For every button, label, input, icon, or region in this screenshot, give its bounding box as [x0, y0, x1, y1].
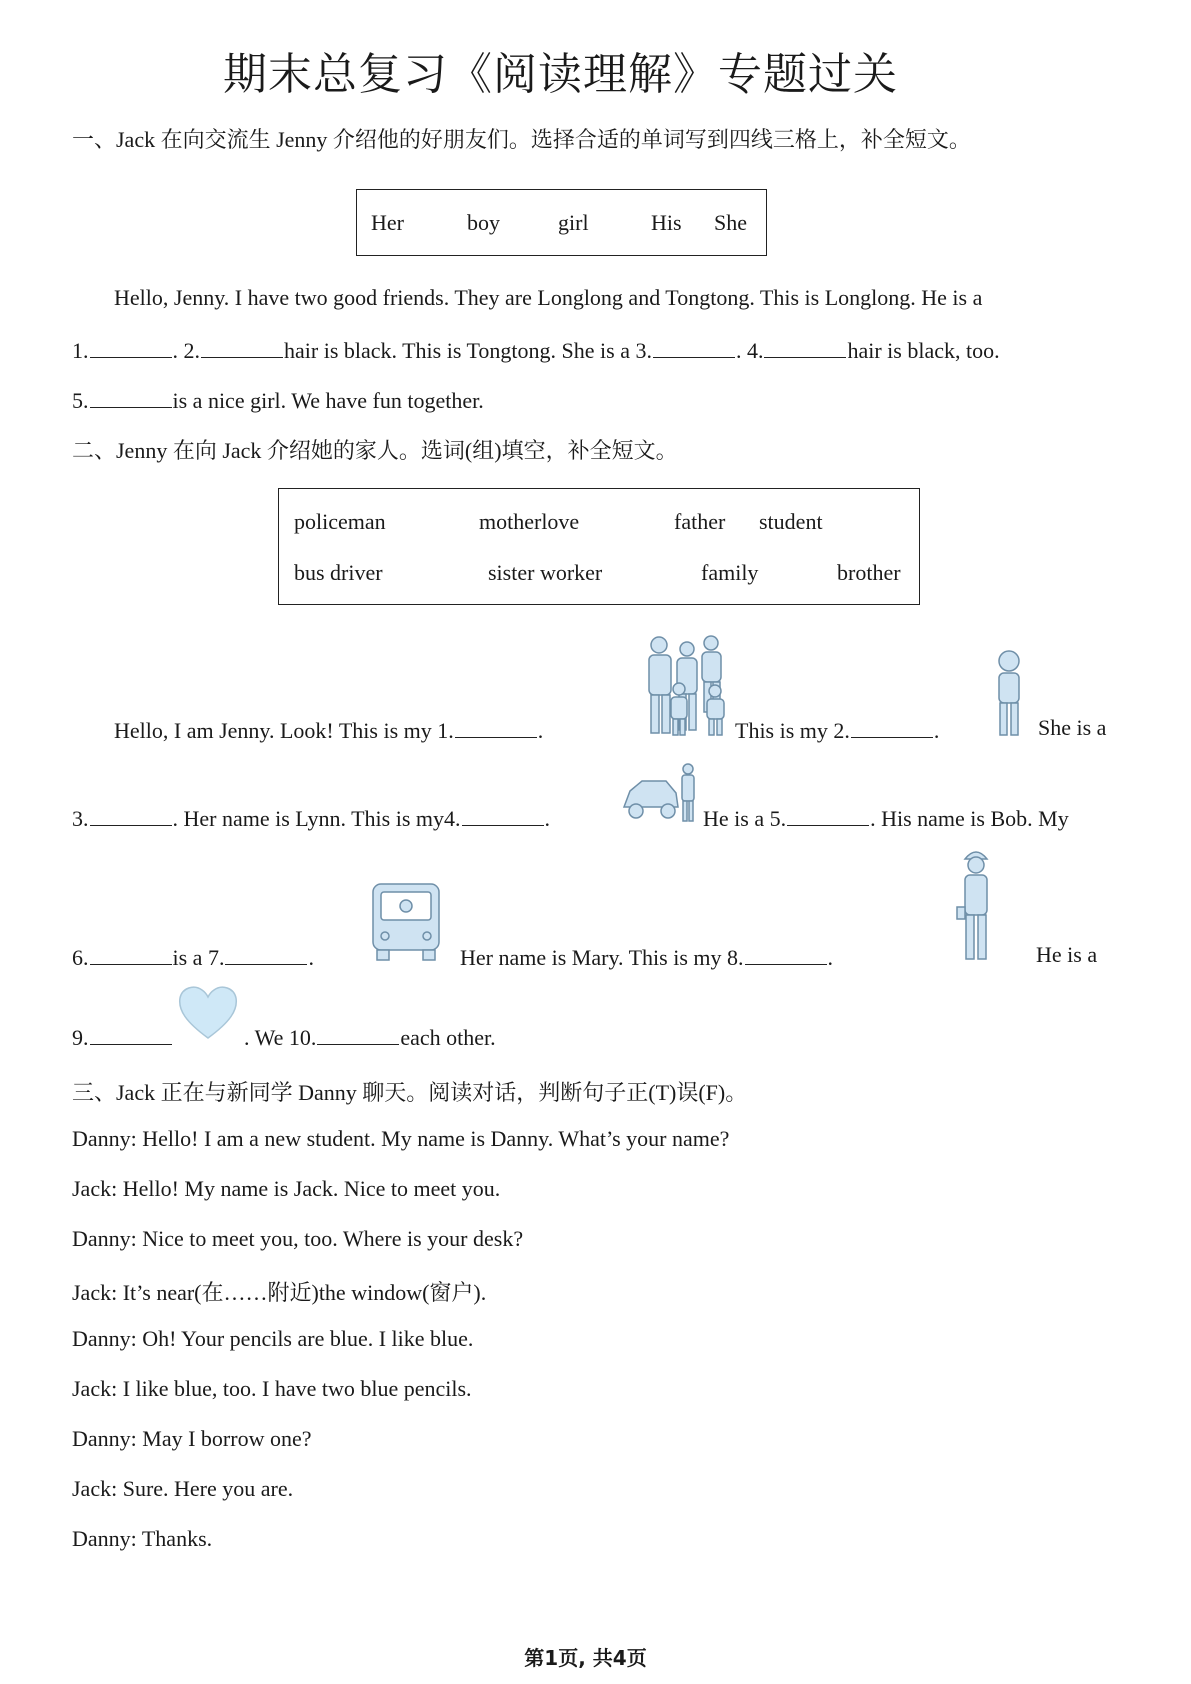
- paragraph-text: is a nice girl. We have fun together.: [172, 388, 484, 413]
- paragraph-text: is a 7.: [172, 945, 225, 970]
- paragraph-text: .: [827, 945, 834, 970]
- paragraph-text: Hello, I am Jenny. Look! This is my 1.: [114, 718, 454, 743]
- paragraph-text: .: [933, 718, 940, 743]
- answer-blank-4[interactable]: [764, 335, 846, 358]
- blank-number: 1.: [72, 338, 89, 363]
- section1-paragraph-line1: [114, 285, 1120, 311]
- word-option: His: [651, 210, 682, 235]
- family-picture-icon: [643, 633, 731, 739]
- answer-blank-8[interactable]: [745, 942, 827, 965]
- answer-blank-4[interactable]: [462, 803, 544, 826]
- blank-number: 3.: [72, 806, 89, 831]
- paragraph-text: . His name is Bob. My: [870, 806, 1069, 831]
- paragraph-text: each other.: [400, 1025, 496, 1050]
- blank-number: . 2.: [172, 338, 200, 363]
- word-option: She: [714, 210, 747, 235]
- answer-blank-7[interactable]: [225, 942, 307, 965]
- dialogue-line: Danny: Nice to meet you, too. Where is your desk?: [72, 1226, 524, 1251]
- answer-blank-1[interactable]: [90, 335, 172, 358]
- page-title: 期末总复习《阅读理解》专题过关: [223, 49, 898, 100]
- paragraph-text: He is a 5.: [703, 806, 787, 831]
- answer-blank-10[interactable]: [317, 1022, 399, 1045]
- paragraph-text: hair is black. This is Tongtong. She is a 3.: [284, 338, 652, 363]
- paragraph-text: . Her name is Lynn. This is my4.: [172, 806, 461, 831]
- paragraph-text: He is a: [1036, 942, 1098, 967]
- page-footer: 第1页, 共4页: [524, 1646, 647, 1670]
- dialogue-line: Jack: I like blue, too. I have two blue pencils.: [72, 1376, 472, 1401]
- dialogue-line: Jack: Hello! My name is Jack. Nice to meet you.: [72, 1176, 501, 1201]
- section1-word-box: [356, 189, 767, 256]
- section1-paragraph-line3: [72, 385, 484, 414]
- word-option: student: [759, 509, 823, 534]
- paragraph-text: .: [308, 945, 314, 970]
- police-car-picture-icon: [620, 763, 700, 825]
- paragraph-text: Her name is Mary. This is my 8.: [460, 945, 744, 970]
- dialogue-line: Jack: Sure. Here you are.: [72, 1476, 294, 1501]
- dialogue-line: Danny: May I borrow one?: [72, 1426, 312, 1451]
- paragraph-text: [72, 803, 550, 832]
- paragraph-text: [703, 803, 1069, 832]
- word-option: sister worker: [488, 560, 603, 585]
- answer-blank-6[interactable]: [90, 942, 172, 965]
- section1-paragraph-line2: [72, 335, 1120, 364]
- paragraph-text: She is a: [1038, 715, 1107, 740]
- paragraph-text: [114, 715, 543, 744]
- word-option: bus driver: [294, 560, 383, 585]
- word-option: motherlove: [479, 509, 580, 534]
- answer-blank-2[interactable]: [851, 715, 933, 738]
- paragraph-text: hair is black, too.: [847, 338, 1000, 363]
- word-option: brother: [837, 560, 901, 585]
- word-option: girl: [558, 210, 589, 235]
- dialogue-line: Danny: Hello! I am a new student. My name is Danny. What’s your name?: [72, 1126, 730, 1151]
- word-option: father: [674, 509, 726, 534]
- paragraph-text: .: [544, 806, 551, 831]
- blank-number: 5.: [72, 388, 89, 413]
- paragraph-text: This is my 2.: [735, 718, 850, 743]
- paragraph-text: . We 10.: [244, 1025, 317, 1050]
- paragraph-text: [460, 942, 833, 971]
- blank-number: 6.: [72, 945, 89, 970]
- answer-blank-3[interactable]: [653, 335, 735, 358]
- dialogue-line: Danny: Thanks.: [72, 1526, 213, 1551]
- word-option: boy: [467, 210, 500, 235]
- paragraph-text: [735, 715, 939, 744]
- answer-blank-9[interactable]: [90, 1022, 172, 1045]
- answer-blank-5[interactable]: [90, 385, 172, 408]
- word-option: family: [701, 560, 759, 585]
- section2-word-box: [278, 488, 920, 605]
- section1-heading: 一、Jack 在向交流生 Jenny 介绍他的好朋友们。选择合适的单词写到四线三格上，补全短文。: [72, 127, 971, 152]
- answer-blank-3[interactable]: [90, 803, 172, 826]
- blank-number: 9.: [72, 1025, 89, 1050]
- paragraph-text: [244, 1022, 496, 1051]
- heart-picture-icon: [176, 982, 240, 1042]
- bus-picture-icon: [369, 880, 443, 962]
- paragraph-text: .: [537, 718, 544, 743]
- answer-blank-5[interactable]: [787, 803, 869, 826]
- answer-blank-2[interactable]: [201, 335, 283, 358]
- section3-heading: 三、Jack 正在与新同学 Danny 聊天。阅读对话，判断句子正(T)误(F)。: [72, 1080, 748, 1105]
- word-option: Her: [371, 210, 404, 235]
- paragraph-text: [72, 942, 314, 971]
- paragraph-text: [72, 335, 1000, 364]
- paragraph-text: Hello, Jenny. I have two good friends. They are Longlong and Tongtong. This is Longlong. He is a: [114, 285, 983, 310]
- blank-number: . 4.: [735, 338, 764, 363]
- dialogue-line: Danny: Oh! Your pencils are blue. I like blue.: [72, 1326, 474, 1351]
- dialogue-line: Jack: It’s near(在……附近)the window(窗户).: [72, 1280, 487, 1305]
- word-option: policeman: [294, 509, 386, 534]
- worker-picture-icon: [955, 845, 997, 963]
- girl-picture-icon: [991, 649, 1027, 737]
- paragraph-text: [72, 1022, 173, 1051]
- section2-heading: 二、Jenny 在向 Jack 介绍她的家人。选词(组)填空，补全短文。: [72, 438, 678, 463]
- answer-blank-1[interactable]: [455, 715, 537, 738]
